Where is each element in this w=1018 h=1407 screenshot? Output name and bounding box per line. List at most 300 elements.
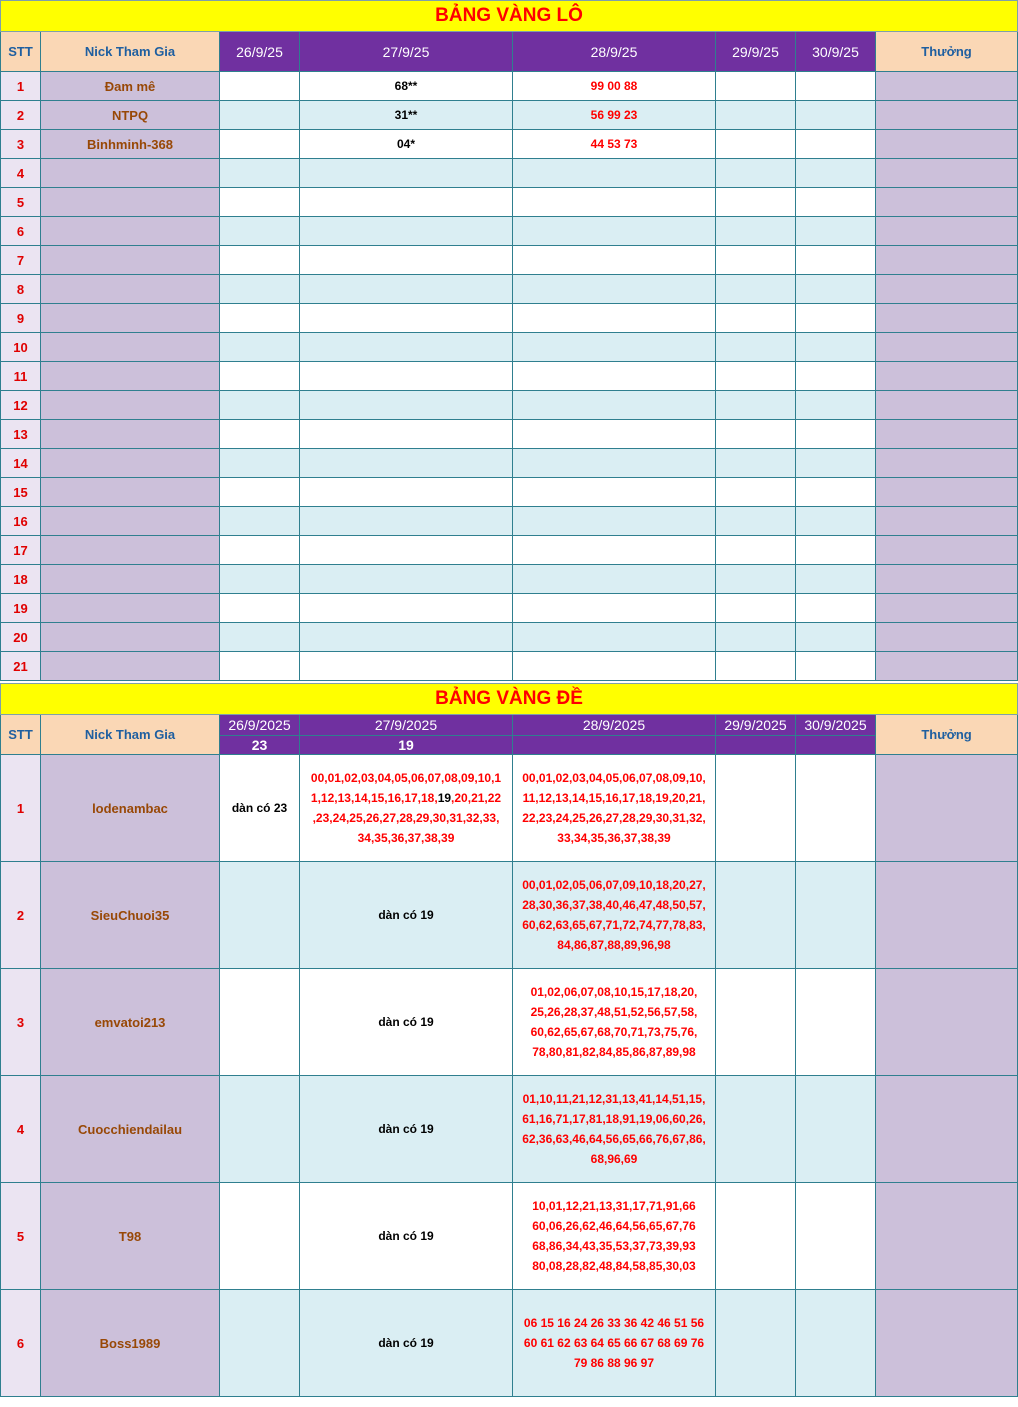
row-cell xyxy=(796,391,876,420)
row-cell xyxy=(220,594,300,623)
table-row xyxy=(1,188,1018,217)
table-row xyxy=(1,565,1018,594)
row-cell: dàn có 19 xyxy=(300,862,513,969)
row-stt: 18 xyxy=(1,565,41,594)
row-cell xyxy=(716,275,796,304)
row-cell xyxy=(300,362,513,391)
row-cell xyxy=(716,217,796,246)
row-cell xyxy=(300,333,513,362)
table-row xyxy=(1,362,1018,391)
row-cell xyxy=(716,130,796,159)
table-row xyxy=(1,217,1018,246)
table-row xyxy=(1,275,1018,304)
row-stt: 21 xyxy=(1,652,41,681)
row-cell xyxy=(220,1076,300,1183)
row-nick xyxy=(41,449,220,478)
lo-header-stt: STT xyxy=(1,32,41,72)
number-line: 68,96,69 xyxy=(590,1152,638,1166)
row-cell xyxy=(513,1183,716,1290)
row-cell xyxy=(796,1076,876,1183)
row-stt: 5 xyxy=(1,1183,41,1290)
de-header-date: 30/9/2025 xyxy=(796,715,876,736)
row-nick xyxy=(41,188,220,217)
row-cell xyxy=(796,478,876,507)
table-row xyxy=(1,159,1018,188)
table-row xyxy=(1,507,1018,536)
row-cell xyxy=(796,623,876,652)
row-prize xyxy=(876,565,1018,594)
de-header-nick: Nick Tham Gia xyxy=(41,715,220,755)
row-cell xyxy=(716,623,796,652)
table-row xyxy=(1,969,1018,1076)
row-cell xyxy=(796,304,876,333)
row-prize xyxy=(876,391,1018,420)
number-line: 28,30,36,37,38,40,46,47,48,50,57, xyxy=(522,898,706,912)
row-cell xyxy=(796,449,876,478)
hit-number: 19 xyxy=(437,791,452,805)
table-row xyxy=(1,72,1018,101)
row-nick: T98 xyxy=(41,1183,220,1290)
row-cell xyxy=(220,159,300,188)
row-prize xyxy=(876,1076,1018,1183)
de-header-date: 26/9/2025 xyxy=(220,715,300,736)
row-cell xyxy=(716,391,796,420)
row-cell xyxy=(796,862,876,969)
row-prize xyxy=(876,362,1018,391)
row-cell xyxy=(716,594,796,623)
row-prize xyxy=(876,449,1018,478)
row-cell: 99 00 88 xyxy=(513,72,716,101)
number-line: 25,26,28,37,48,51,52,56,57,58, xyxy=(530,1005,698,1019)
row-stt: 11 xyxy=(1,362,41,391)
row-stt: 7 xyxy=(1,246,41,275)
row-nick xyxy=(41,304,220,333)
number-line: 01,10,11,21,12,31,13,41,14,51,15, xyxy=(522,1092,706,1106)
number-line: 11,12,13,14,15,16,17,18,19,20,21, xyxy=(522,791,706,805)
table-row xyxy=(1,1290,1018,1397)
table-row xyxy=(1,1183,1018,1290)
row-cell xyxy=(513,755,716,862)
table-row xyxy=(1,1076,1018,1183)
row-stt: 15 xyxy=(1,478,41,507)
row-cell xyxy=(796,507,876,536)
row-nick: emvatoi213 xyxy=(41,969,220,1076)
row-nick: NTPQ xyxy=(41,101,220,130)
row-cell xyxy=(716,652,796,681)
row-stt: 19 xyxy=(1,594,41,623)
row-cell xyxy=(716,246,796,275)
row-cell xyxy=(300,159,513,188)
row-stt: 3 xyxy=(1,130,41,159)
row-cell xyxy=(300,652,513,681)
table-row xyxy=(1,755,1018,862)
number-line: 60,62,63,65,67,71,72,74,77,78,83, xyxy=(522,918,706,932)
row-cell xyxy=(716,188,796,217)
row-cell xyxy=(300,188,513,217)
row-prize xyxy=(876,159,1018,188)
row-cell xyxy=(220,333,300,362)
number-line: 80,08,28,82,48,84,58,85,30,03 xyxy=(532,1259,696,1273)
row-cell xyxy=(300,478,513,507)
de-header-prize: Thưởng xyxy=(876,715,1018,755)
row-stt: 1 xyxy=(1,755,41,862)
number-text: 00,01,02,03,04,05,06,07,08,09,10,1 xyxy=(310,771,502,785)
row-cell xyxy=(796,72,876,101)
row-stt: 3 xyxy=(1,969,41,1076)
row-cell xyxy=(513,362,716,391)
row-cell xyxy=(716,449,796,478)
row-prize xyxy=(876,188,1018,217)
row-cell xyxy=(220,1183,300,1290)
row-cell: dàn có 19 xyxy=(300,1290,513,1397)
row-nick xyxy=(41,275,220,304)
row-cell xyxy=(796,536,876,565)
row-cell xyxy=(300,449,513,478)
de-header-stt: STT xyxy=(1,715,41,755)
number-line: 10,01,12,21,13,31,17,71,91,66 xyxy=(532,1199,696,1213)
row-cell xyxy=(220,536,300,565)
table-row xyxy=(1,478,1018,507)
row-stt: 16 xyxy=(1,507,41,536)
lo-header-date: 30/9/25 xyxy=(796,32,876,72)
lo-title: BẢNG VÀNG LÔ xyxy=(1,1,1018,32)
row-cell xyxy=(716,565,796,594)
row-cell xyxy=(716,101,796,130)
row-cell xyxy=(220,449,300,478)
de-result xyxy=(796,736,876,755)
row-prize xyxy=(876,420,1018,449)
row-stt: 4 xyxy=(1,1076,41,1183)
row-prize xyxy=(876,623,1018,652)
row-cell xyxy=(513,536,716,565)
number-line: 22,23,24,25,26,27,28,29,30,31,32, xyxy=(522,811,706,825)
row-nick xyxy=(41,217,220,246)
row-nick xyxy=(41,420,220,449)
row-cell: dàn có 23 xyxy=(220,755,300,862)
table-row xyxy=(1,652,1018,681)
number-line: 06 15 16 24 26 33 36 42 46 51 56 xyxy=(523,1316,705,1330)
row-cell xyxy=(220,420,300,449)
row-nick: SieuChuoi35 xyxy=(41,862,220,969)
row-cell xyxy=(220,188,300,217)
row-cell xyxy=(220,217,300,246)
number-line xyxy=(302,788,510,808)
row-cell: dàn có 19 xyxy=(300,969,513,1076)
table-row xyxy=(1,304,1018,333)
lo-header-date: 27/9/25 xyxy=(300,32,513,72)
row-cell xyxy=(220,1290,300,1397)
row-cell xyxy=(220,246,300,275)
row-stt: 5 xyxy=(1,188,41,217)
row-cell xyxy=(716,969,796,1076)
row-cell xyxy=(513,275,716,304)
row-cell xyxy=(220,478,300,507)
table-row xyxy=(1,101,1018,130)
row-cell xyxy=(513,594,716,623)
row-cell xyxy=(220,565,300,594)
row-stt: 20 xyxy=(1,623,41,652)
row-cell xyxy=(796,333,876,362)
row-stt: 13 xyxy=(1,420,41,449)
row-cell xyxy=(796,1290,876,1397)
row-cell xyxy=(513,217,716,246)
row-cell xyxy=(716,420,796,449)
row-cell: 44 53 73 xyxy=(513,130,716,159)
row-cell: 31** xyxy=(300,101,513,130)
row-cell: 56 99 23 xyxy=(513,101,716,130)
row-cell: 04* xyxy=(300,130,513,159)
row-stt: 10 xyxy=(1,333,41,362)
row-nick xyxy=(41,507,220,536)
de-result xyxy=(716,736,796,755)
number-text: ,23,24,25,26,27,28,29,30,31,32,33, xyxy=(312,811,500,825)
lo-header-date: 26/9/25 xyxy=(220,32,300,72)
row-prize xyxy=(876,594,1018,623)
row-cell xyxy=(716,536,796,565)
row-cell xyxy=(220,623,300,652)
number-line: 79 86 88 96 97 xyxy=(573,1356,655,1370)
number-line: 00,01,02,05,06,07,09,10,18,20,27, xyxy=(522,878,706,892)
row-prize xyxy=(876,1290,1018,1397)
row-cell xyxy=(716,1290,796,1397)
table-row xyxy=(1,420,1018,449)
row-cell xyxy=(513,188,716,217)
row-prize xyxy=(876,304,1018,333)
de-result: 19 xyxy=(300,736,513,755)
number-text: 34,35,36,37,38,39 xyxy=(357,831,455,845)
row-cell xyxy=(513,565,716,594)
lo-rows xyxy=(1,72,1018,681)
row-nick xyxy=(41,623,220,652)
row-stt: 6 xyxy=(1,217,41,246)
row-cell xyxy=(716,1183,796,1290)
number-line xyxy=(302,808,510,828)
de-table xyxy=(0,683,1018,1397)
row-nick: Boss1989 xyxy=(41,1290,220,1397)
row-cell xyxy=(716,862,796,969)
row-cell xyxy=(796,594,876,623)
row-stt: 4 xyxy=(1,159,41,188)
row-nick xyxy=(41,652,220,681)
row-stt: 12 xyxy=(1,391,41,420)
number-line: 62,36,63,46,64,56,65,66,76,67,86, xyxy=(522,1132,706,1146)
row-cell xyxy=(796,101,876,130)
row-nick xyxy=(41,246,220,275)
row-cell xyxy=(220,101,300,130)
row-nick xyxy=(41,333,220,362)
table-row xyxy=(1,246,1018,275)
number-line xyxy=(302,768,510,788)
de-rows xyxy=(1,755,1018,1397)
de-title: BẢNG VÀNG ĐỀ xyxy=(1,684,1018,715)
row-cell xyxy=(300,594,513,623)
row-cell xyxy=(513,478,716,507)
row-cell xyxy=(300,420,513,449)
row-nick: lodenambac xyxy=(41,755,220,862)
de-header-date: 29/9/2025 xyxy=(716,715,796,736)
row-stt: 14 xyxy=(1,449,41,478)
row-cell xyxy=(796,1183,876,1290)
row-cell xyxy=(513,449,716,478)
row-nick: Binhminh-368 xyxy=(41,130,220,159)
table-row xyxy=(1,130,1018,159)
row-nick: Cuocchiendailau xyxy=(41,1076,220,1183)
table-row xyxy=(1,623,1018,652)
number-line: 61,16,71,17,81,18,91,19,06,60,26, xyxy=(522,1112,706,1126)
number-text: 1,12,13,14,15,16,17,18, xyxy=(310,791,438,805)
lo-header-date: 29/9/25 xyxy=(716,32,796,72)
row-cell xyxy=(300,391,513,420)
number-line: 60 61 62 63 64 65 66 67 68 69 76 xyxy=(523,1336,705,1350)
row-prize xyxy=(876,275,1018,304)
row-cell xyxy=(796,217,876,246)
row-nick: Đam mê xyxy=(41,72,220,101)
row-prize xyxy=(876,333,1018,362)
row-prize xyxy=(876,652,1018,681)
row-cell xyxy=(220,862,300,969)
row-cell xyxy=(796,362,876,391)
row-cell xyxy=(796,755,876,862)
number-line: 01,02,06,07,08,10,15,17,18,20, xyxy=(530,985,698,999)
row-cell xyxy=(513,391,716,420)
row-prize xyxy=(876,130,1018,159)
row-cell xyxy=(796,159,876,188)
row-prize xyxy=(876,72,1018,101)
row-cell xyxy=(513,304,716,333)
row-cell xyxy=(513,652,716,681)
row-cell xyxy=(513,1290,716,1397)
number-line: 60,06,26,62,46,64,56,65,67,76 xyxy=(532,1219,696,1233)
row-stt: 2 xyxy=(1,862,41,969)
row-cell xyxy=(513,159,716,188)
row-cell xyxy=(716,362,796,391)
row-stt: 17 xyxy=(1,536,41,565)
row-prize xyxy=(876,755,1018,862)
row-cell xyxy=(716,72,796,101)
row-cell xyxy=(796,275,876,304)
row-cell xyxy=(300,304,513,333)
row-cell xyxy=(220,130,300,159)
number-line: 33,34,35,36,37,38,39 xyxy=(557,831,671,845)
row-nick xyxy=(41,536,220,565)
row-cell: dàn có 19 xyxy=(300,1076,513,1183)
row-cell xyxy=(716,333,796,362)
row-cell xyxy=(796,969,876,1076)
row-cell xyxy=(513,246,716,275)
number-line: 00,01,02,03,04,05,06,07,08,09,10, xyxy=(522,771,706,785)
row-cell xyxy=(300,246,513,275)
row-cell xyxy=(300,536,513,565)
row-cell xyxy=(220,275,300,304)
row-cell xyxy=(300,507,513,536)
row-cell xyxy=(796,246,876,275)
row-stt: 9 xyxy=(1,304,41,333)
row-prize xyxy=(876,1183,1018,1290)
row-nick xyxy=(41,594,220,623)
de-header-date: 27/9/2025 xyxy=(300,715,513,736)
table-row xyxy=(1,391,1018,420)
row-cell xyxy=(513,1076,716,1183)
row-cell xyxy=(220,304,300,333)
lo-header-prize: Thưởng xyxy=(876,32,1018,72)
row-cell xyxy=(300,565,513,594)
row-cell xyxy=(716,755,796,862)
de-result: 23 xyxy=(220,736,300,755)
row-cell xyxy=(716,159,796,188)
row-prize xyxy=(876,507,1018,536)
de-result xyxy=(513,736,716,755)
lo-header-nick: Nick Tham Gia xyxy=(41,32,220,72)
table-row xyxy=(1,594,1018,623)
table-row xyxy=(1,862,1018,969)
row-cell xyxy=(716,1076,796,1183)
row-nick xyxy=(41,478,220,507)
row-cell xyxy=(513,333,716,362)
lo-header-date: 28/9/25 xyxy=(513,32,716,72)
row-cell xyxy=(796,652,876,681)
number-line: 84,86,87,88,89,96,98 xyxy=(557,938,671,952)
row-cell xyxy=(220,391,300,420)
row-cell xyxy=(220,72,300,101)
de-header-date: 28/9/2025 xyxy=(513,715,716,736)
row-cell xyxy=(220,652,300,681)
number-line: 60,62,65,67,68,70,71,73,75,76, xyxy=(530,1025,698,1039)
table-row xyxy=(1,333,1018,362)
row-cell xyxy=(300,755,513,862)
row-stt: 2 xyxy=(1,101,41,130)
row-cell xyxy=(716,507,796,536)
row-stt: 1 xyxy=(1,72,41,101)
row-prize xyxy=(876,246,1018,275)
row-prize xyxy=(876,101,1018,130)
row-cell xyxy=(513,420,716,449)
row-cell xyxy=(300,275,513,304)
row-prize xyxy=(876,536,1018,565)
number-line: 78,80,81,82,84,85,86,87,89,98 xyxy=(532,1045,696,1059)
row-nick xyxy=(41,159,220,188)
table-row xyxy=(1,536,1018,565)
table-row xyxy=(1,449,1018,478)
row-cell xyxy=(796,565,876,594)
row-cell xyxy=(300,623,513,652)
number-line: 68,86,34,43,35,53,37,73,39,93 xyxy=(532,1239,696,1253)
row-nick xyxy=(41,391,220,420)
row-cell xyxy=(220,507,300,536)
row-cell xyxy=(300,217,513,246)
row-cell xyxy=(513,862,716,969)
row-cell xyxy=(513,507,716,536)
row-prize xyxy=(876,862,1018,969)
row-cell xyxy=(220,362,300,391)
row-cell xyxy=(796,188,876,217)
row-prize xyxy=(876,969,1018,1076)
number-text: ,20,21,22 xyxy=(451,791,502,805)
row-cell xyxy=(796,130,876,159)
row-cell xyxy=(220,969,300,1076)
row-stt: 6 xyxy=(1,1290,41,1397)
row-cell xyxy=(513,623,716,652)
row-cell xyxy=(796,420,876,449)
number-line xyxy=(302,828,510,848)
row-cell: dàn có 19 xyxy=(300,1183,513,1290)
row-prize xyxy=(876,217,1018,246)
row-cell: 68** xyxy=(300,72,513,101)
lo-table xyxy=(0,0,1018,681)
row-stt: 8 xyxy=(1,275,41,304)
row-prize xyxy=(876,478,1018,507)
row-cell xyxy=(716,478,796,507)
row-cell xyxy=(513,969,716,1076)
